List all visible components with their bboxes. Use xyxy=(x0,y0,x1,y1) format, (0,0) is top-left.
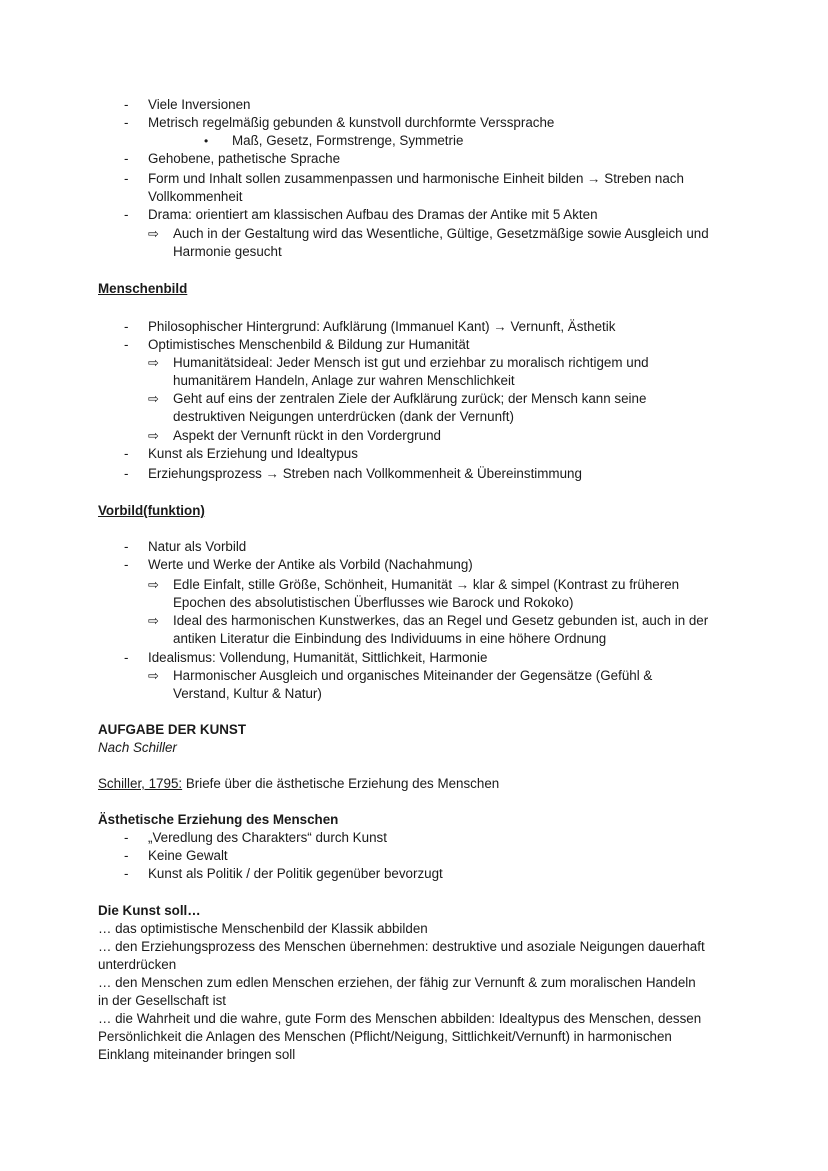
section-heading-vorbild: Vorbild(funktion) xyxy=(98,503,205,518)
arrow-item-continuation: Epochen des absolutistischen Überflusses wie Barock und Rokoko) xyxy=(173,595,574,610)
list-item: Philosophischer Hintergrund: Aufklärung (Immanuel Kant) → Vernunft, Ästhetik xyxy=(148,319,616,334)
dash-marker: - xyxy=(124,97,129,112)
paragraph-line: unterdrücken xyxy=(98,957,177,972)
arrow-item: Edle Einfalt, stille Größe, Schönheit, Humanität → klar & simpel (Kontrast zu früheren xyxy=(173,577,680,592)
paragraph-line: in der Gesellschaft ist xyxy=(98,993,227,1008)
list-item-continuation: Vollkommenheit xyxy=(148,189,243,204)
arrow-icon: ⇨ xyxy=(148,577,159,592)
list-item: Optimistisches Menschenbild & Bildung zur Humanität xyxy=(148,337,470,352)
dash-marker: - xyxy=(124,319,129,334)
dash-marker: - xyxy=(124,151,129,166)
section-heading-erziehung: Ästhetische Erziehung des Menschen xyxy=(98,812,339,827)
list-item: Gehobene, pathetische Sprache xyxy=(148,151,341,166)
dash-marker: - xyxy=(124,337,129,352)
paragraph-line: Persönlichkeit die Anlagen des Menschen (Pflicht/Neigung, Sittlichkeit/Vernunft) in harmonischen xyxy=(98,1029,672,1044)
paragraph-line: … den Erziehungsprozess des Menschen übernehmen: destruktive und asoziale Neigungen dauerhaft xyxy=(98,939,705,954)
dash-marker: - xyxy=(124,115,129,130)
dash-marker: - xyxy=(124,848,129,863)
source-line xyxy=(98,775,499,793)
list-item: Metrisch regelmäßig gebunden & kunstvoll durchformte Verssprache xyxy=(148,115,555,130)
dash-marker: - xyxy=(124,207,129,222)
arrow-item-continuation: destruktiven Neigungen unterdrücken (dank der Vernunft) xyxy=(173,409,514,424)
dash-marker: - xyxy=(124,466,129,481)
list-item: Erziehungsprozess → Streben nach Vollkommenheit & Übereinstimmung xyxy=(148,466,582,481)
arrow-item: Auch in der Gestaltung wird das Wesentliche, Gültige, Gesetzmäßige sowie Ausgleich und xyxy=(173,226,709,241)
dash-marker: - xyxy=(124,866,129,881)
dash-marker: - xyxy=(124,539,129,554)
section-heading-menschenbild: Menschenbild xyxy=(98,281,188,296)
paragraph-line: … den Menschen zum edlen Menschen erziehen, der fähig zur Vernunft & zum moralischen Handeln xyxy=(98,975,696,990)
source-label: Schiller, 1795: xyxy=(98,776,183,791)
section-heading-aufgabe: AUFGABE DER KUNST xyxy=(98,722,247,737)
list-item: Keine Gewalt xyxy=(148,848,228,863)
paragraph-line: … die Wahrheit und die wahre, gute Form des Menschen abbilden: Idealtypus des Menschen, dessen xyxy=(98,1011,702,1026)
section-subtitle: Nach Schiller xyxy=(98,740,177,755)
dash-marker: - xyxy=(124,557,129,572)
paragraph-line: … das optimistische Menschenbild der Klassik abbilden xyxy=(98,921,428,936)
dash-marker: - xyxy=(124,446,129,461)
arrow-item-continuation: Verstand, Kultur & Natur) xyxy=(173,686,322,701)
dash-marker: - xyxy=(124,171,129,186)
arrow-icon: ⇨ xyxy=(148,668,159,683)
bullet-marker: • xyxy=(204,134,209,148)
list-item: Werte und Werke der Antike als Vorbild (Nachahmung) xyxy=(148,557,473,572)
list-item: Drama: orientiert am klassischen Aufbau des Dramas der Antike mit 5 Akten xyxy=(148,207,598,222)
arrow-icon: ⇨ xyxy=(148,355,159,370)
arrow-item-continuation: antiken Literatur die Einbindung des Individuums in eine höhere Ordnung xyxy=(173,631,607,646)
arrow-item-continuation: Harmonie gesucht xyxy=(173,244,282,259)
arrow-icon: ⇨ xyxy=(148,428,159,443)
dash-marker: - xyxy=(124,830,129,845)
arrow-item: Harmonischer Ausgleich und organisches Miteinander der Gegensätze (Gefühl & xyxy=(173,668,653,683)
list-item: Kunst als Politik / der Politik gegenüber bevorzugt xyxy=(148,866,443,881)
list-item: Natur als Vorbild xyxy=(148,539,247,554)
dash-marker: - xyxy=(124,650,129,665)
paragraph-line: Einklang miteinander bringen soll xyxy=(98,1047,296,1062)
section-heading-kunst-soll: Die Kunst soll… xyxy=(98,903,201,918)
arrow-item: Geht auf eins der zentralen Ziele der Aufklärung zurück; der Mensch kann seine xyxy=(173,391,647,406)
list-item: „Veredlung des Charakters“ durch Kunst xyxy=(148,830,387,845)
list-item: Idealismus: Vollendung, Humanität, Sittlichkeit, Harmonie xyxy=(148,650,488,665)
arrow-icon: ⇨ xyxy=(148,613,159,628)
arrow-icon: ⇨ xyxy=(148,391,159,406)
arrow-item: Aspekt der Vernunft rückt in den Vordergrund xyxy=(173,428,441,443)
arrow-item-continuation: humanitärem Handeln, Anlage zur wahren Menschlichkeit xyxy=(173,373,515,388)
arrow-item: Humanitätsideal: Jeder Mensch ist gut und erziehbar zu moralisch richtigem und xyxy=(173,355,649,370)
list-item: Kunst als Erziehung und Idealtypus xyxy=(148,446,358,461)
sub-list-item: Maß, Gesetz, Formstrenge, Symmetrie xyxy=(232,133,464,148)
arrow-icon: ⇨ xyxy=(148,226,159,241)
source-text: Briefe über die ästhetische Erziehung des Menschen xyxy=(182,776,500,791)
arrow-item: Ideal des harmonischen Kunstwerkes, das an Regel und Gesetz gebunden ist, auch in der xyxy=(173,613,709,628)
list-item: Form und Inhalt sollen zusammenpassen und harmonische Einheit bilden → Streben nach xyxy=(148,171,684,186)
list-item: Viele Inversionen xyxy=(148,97,251,112)
